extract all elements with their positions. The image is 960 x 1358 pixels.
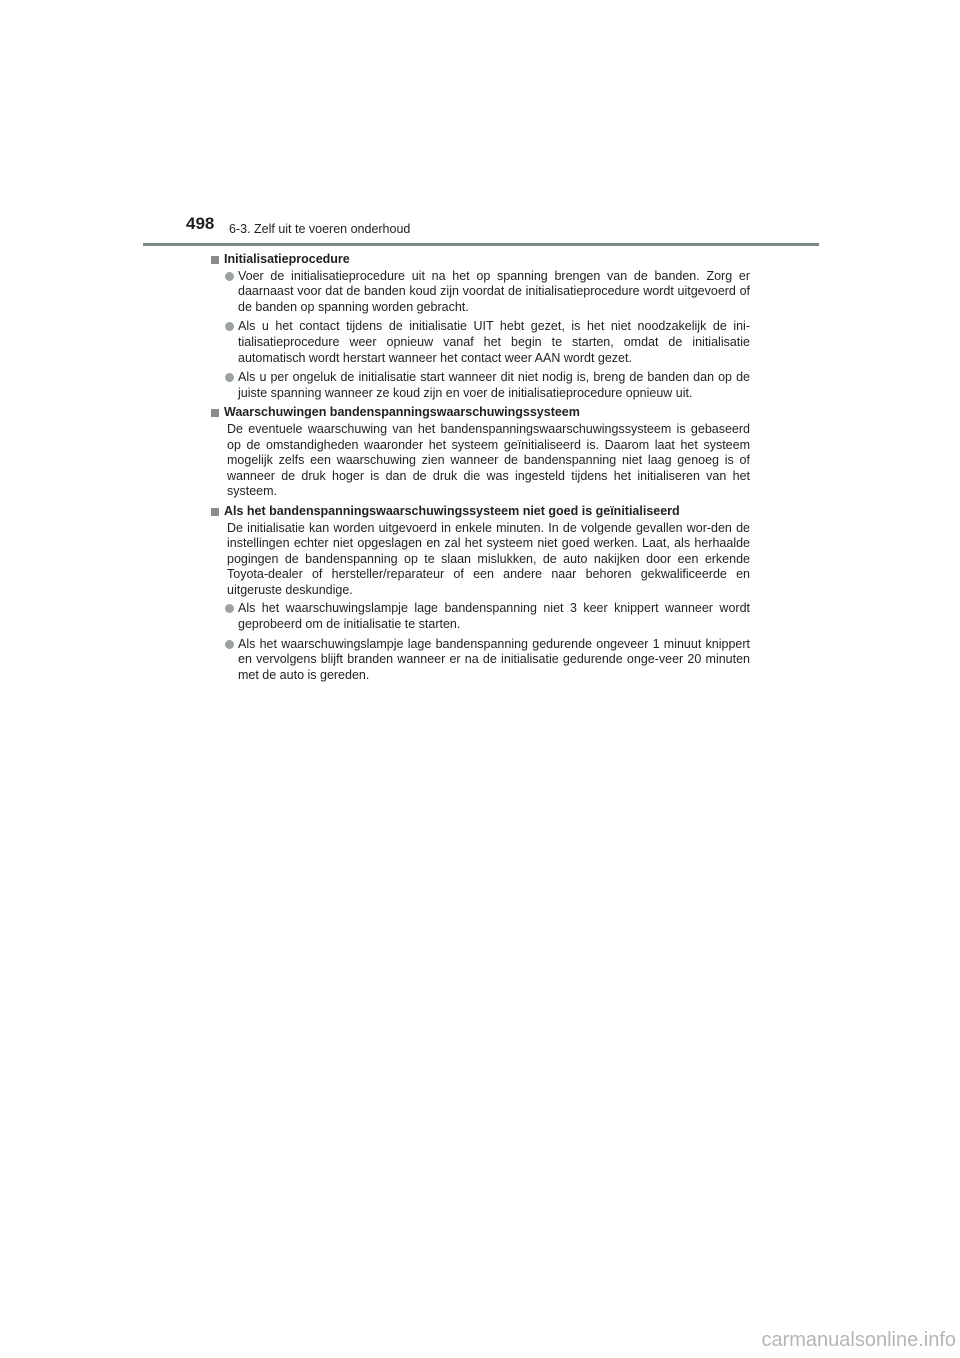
section-heading-text: Initialisatieprocedure xyxy=(224,252,350,266)
list-item-text: Als u per ongeluk de initialisatie start wanneer dit niet nodig is, breng de banden dan op de juiste spanning wanneer ze koud zijn en voer de initialisatieprocedure opnieuw uit. xyxy=(238,370,750,400)
section-heading xyxy=(210,504,750,520)
list-item-text: Als het waarschuwingslampje lage bandenspanning niet 3 keer knippert wanneer wordt geprobeerd om de initialisatie te starten. xyxy=(238,601,750,632)
page-number: 498 xyxy=(186,214,215,233)
list-item xyxy=(210,269,750,316)
section-waarschuwingen xyxy=(210,405,750,500)
list-item xyxy=(210,319,750,366)
page-header xyxy=(0,0,960,250)
square-bullet-icon xyxy=(211,256,219,264)
section-niet-goed-geinitialiseerd xyxy=(210,504,750,684)
circle-bullet-icon xyxy=(225,272,234,281)
section-paragraph: De initialisatie kan worden uitgevoerd in enkele minuten. In de volgende gevallen wor-den de instellingen echter niet opgeslagen en zal het systeem niet goed werken. Laat, als herhaalde pogingen de bandenspanning op te slaan mislukken, de auto nakijken door een erkende Toyota-dealer of hersteller/reparateur of een andere naar behoren gekwalificeerde en uitgeruste deskundige. xyxy=(227,520,750,597)
header-divider xyxy=(143,243,819,246)
list-item xyxy=(210,601,750,632)
section-heading xyxy=(210,252,750,268)
list-item xyxy=(210,370,750,401)
list-item-text: Voer de initialisatieprocedure uit na het op spanning brengen van de banden. Zorg er daarnaast voor dat de banden koud zijn voordat de initialisatieprocedure wordt uitgevoerd of de banden op spanning worden gebracht. xyxy=(238,268,750,314)
list-item-text: Als u het contact tijdens de initialisatie UIT hebt gezet, is het niet noodzakelijk de ini-tialisatieprocedure weer opnieuw vanaf het begin te starten, omdat de initialisatie automatisch wordt herstart wanneer het contact weer AAN wordt gezet. xyxy=(238,319,750,365)
page-content xyxy=(210,252,750,687)
section-heading-text: Waarschuwingen bandenspanningswaarschuwingssysteem xyxy=(224,405,580,420)
square-bullet-icon xyxy=(211,409,219,417)
circle-bullet-icon xyxy=(225,604,234,613)
list-item-text: Als het waarschuwingslampje lage bandenspanning gedurende ongeveer 1 minuut knippert en vervolgens blijft branden wanneer er na de initialisatie gedurende onge-veer 20 minuten met de auto is gereden. xyxy=(238,636,750,682)
square-bullet-icon xyxy=(211,508,219,516)
section-title: 6-3. Zelf uit te voeren onderhoud xyxy=(229,222,411,236)
list-item xyxy=(210,637,750,684)
circle-bullet-icon xyxy=(225,373,234,382)
section-initialisatieprocedure xyxy=(210,252,750,401)
section-heading xyxy=(210,405,750,421)
section-heading-text: Als het bandenspanningswaarschuwingssysteem niet goed is geïnitialiseerd xyxy=(224,503,680,518)
circle-bullet-icon xyxy=(225,322,234,331)
circle-bullet-icon xyxy=(225,640,234,649)
watermark-text: carmanualsonline.info xyxy=(761,1329,956,1351)
section-paragraph: De eventuele waarschuwing van het bandenspanningswaarschuwingssysteem is gebaseerd op de omstandigheden waaronder het systeem geïnitialiseerd is. Daarom laat het systeem mogelijk zelfs een waarschuwing zien wanneer de bandenspanning niet laag genoeg is of wanneer de druk hoger is dan de druk die was ingesteld tijdens het initialiseren van het systeem. xyxy=(227,421,750,499)
